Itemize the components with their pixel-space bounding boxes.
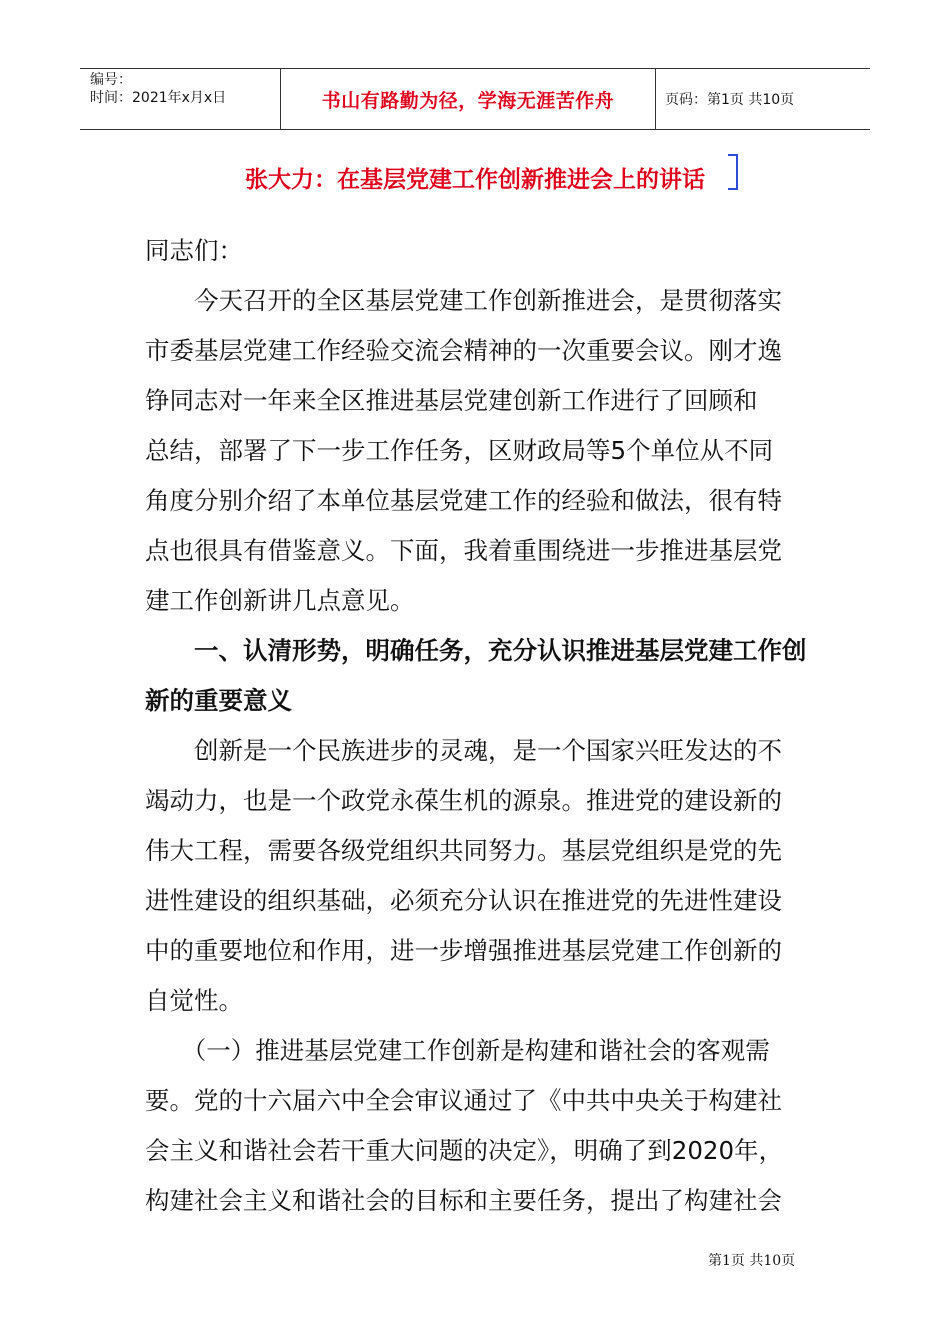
- page-header: [80, 68, 870, 130]
- body-line: 总结，部署了下一步工作任务，区财政局等5个单位从不同: [145, 436, 774, 465]
- page-footer: 第1页 共10页: [708, 1253, 796, 1269]
- body-line: 角度分别介绍了本单位基层党建工作的经验和做法，很有特: [145, 486, 782, 515]
- section-heading: 一、认清形势，明确任务，充分认识推进基层党建工作创: [145, 636, 807, 665]
- body-line: （一）推进基层党建工作创新是构建和谐社会的客观需: [145, 1036, 770, 1065]
- body-line: 今天召开的全区基层党建工作创新推进会，是贯彻落实: [145, 286, 782, 315]
- body-line: 伟大工程，需要各级党组织共同努力。基层党组织是党的先: [145, 836, 782, 865]
- header-meta: [80, 69, 280, 129]
- body-line: 自觉性。: [145, 986, 243, 1015]
- body-line: 进性建设的组织基础，必须充分认识在推进党的先进性建设: [145, 886, 782, 915]
- body-line: 会主义和谐社会若干重大问题的决定》，明确了到2020年，: [145, 1136, 784, 1165]
- body-line: 中的重要地位和作用，进一步增强推进基层党建工作创新的: [145, 936, 782, 965]
- body-line: 要。党的十六届六中全会审议通过了《中共中央关于构建社: [145, 1086, 782, 1115]
- salutation: 同志们：: [145, 236, 243, 265]
- document-number-label: 编号：: [90, 72, 132, 88]
- body-line: 竭动力，也是一个政党永葆生机的源泉。推进党的建设新的: [145, 786, 782, 815]
- document-title: 张大力：在基层党建工作创新推进会上的讲话: [245, 167, 705, 193]
- body-line: 点也很具有借鉴意义。下面，我着重围绕进一步推进基层党: [145, 536, 782, 565]
- header-page-info: 页码：第1页 共10页: [665, 92, 795, 108]
- body-line: 构建社会主义和谐社会的目标和主要任务，提出了构建社会: [145, 1186, 782, 1215]
- body-line: 市委基层党建工作经验交流会精神的一次重要会议。刚才逸: [145, 336, 782, 365]
- bracket-mark-icon: [728, 154, 738, 190]
- section-heading: 新的重要意义: [145, 686, 292, 715]
- body-line: 铮同志对一年来全区推进基层党建创新工作进行了回顾和: [145, 386, 758, 415]
- body-line: 创新是一个民族进步的灵魂，是一个国家兴旺发达的不: [145, 736, 782, 765]
- body-line: 建工作创新讲几点意见。: [145, 586, 415, 615]
- header-motto: 书山有路勤为径，学海无涯苦作舟: [280, 69, 656, 129]
- document-body: [145, 226, 810, 1226]
- document-date: 时间：2021年x月x日: [90, 90, 227, 106]
